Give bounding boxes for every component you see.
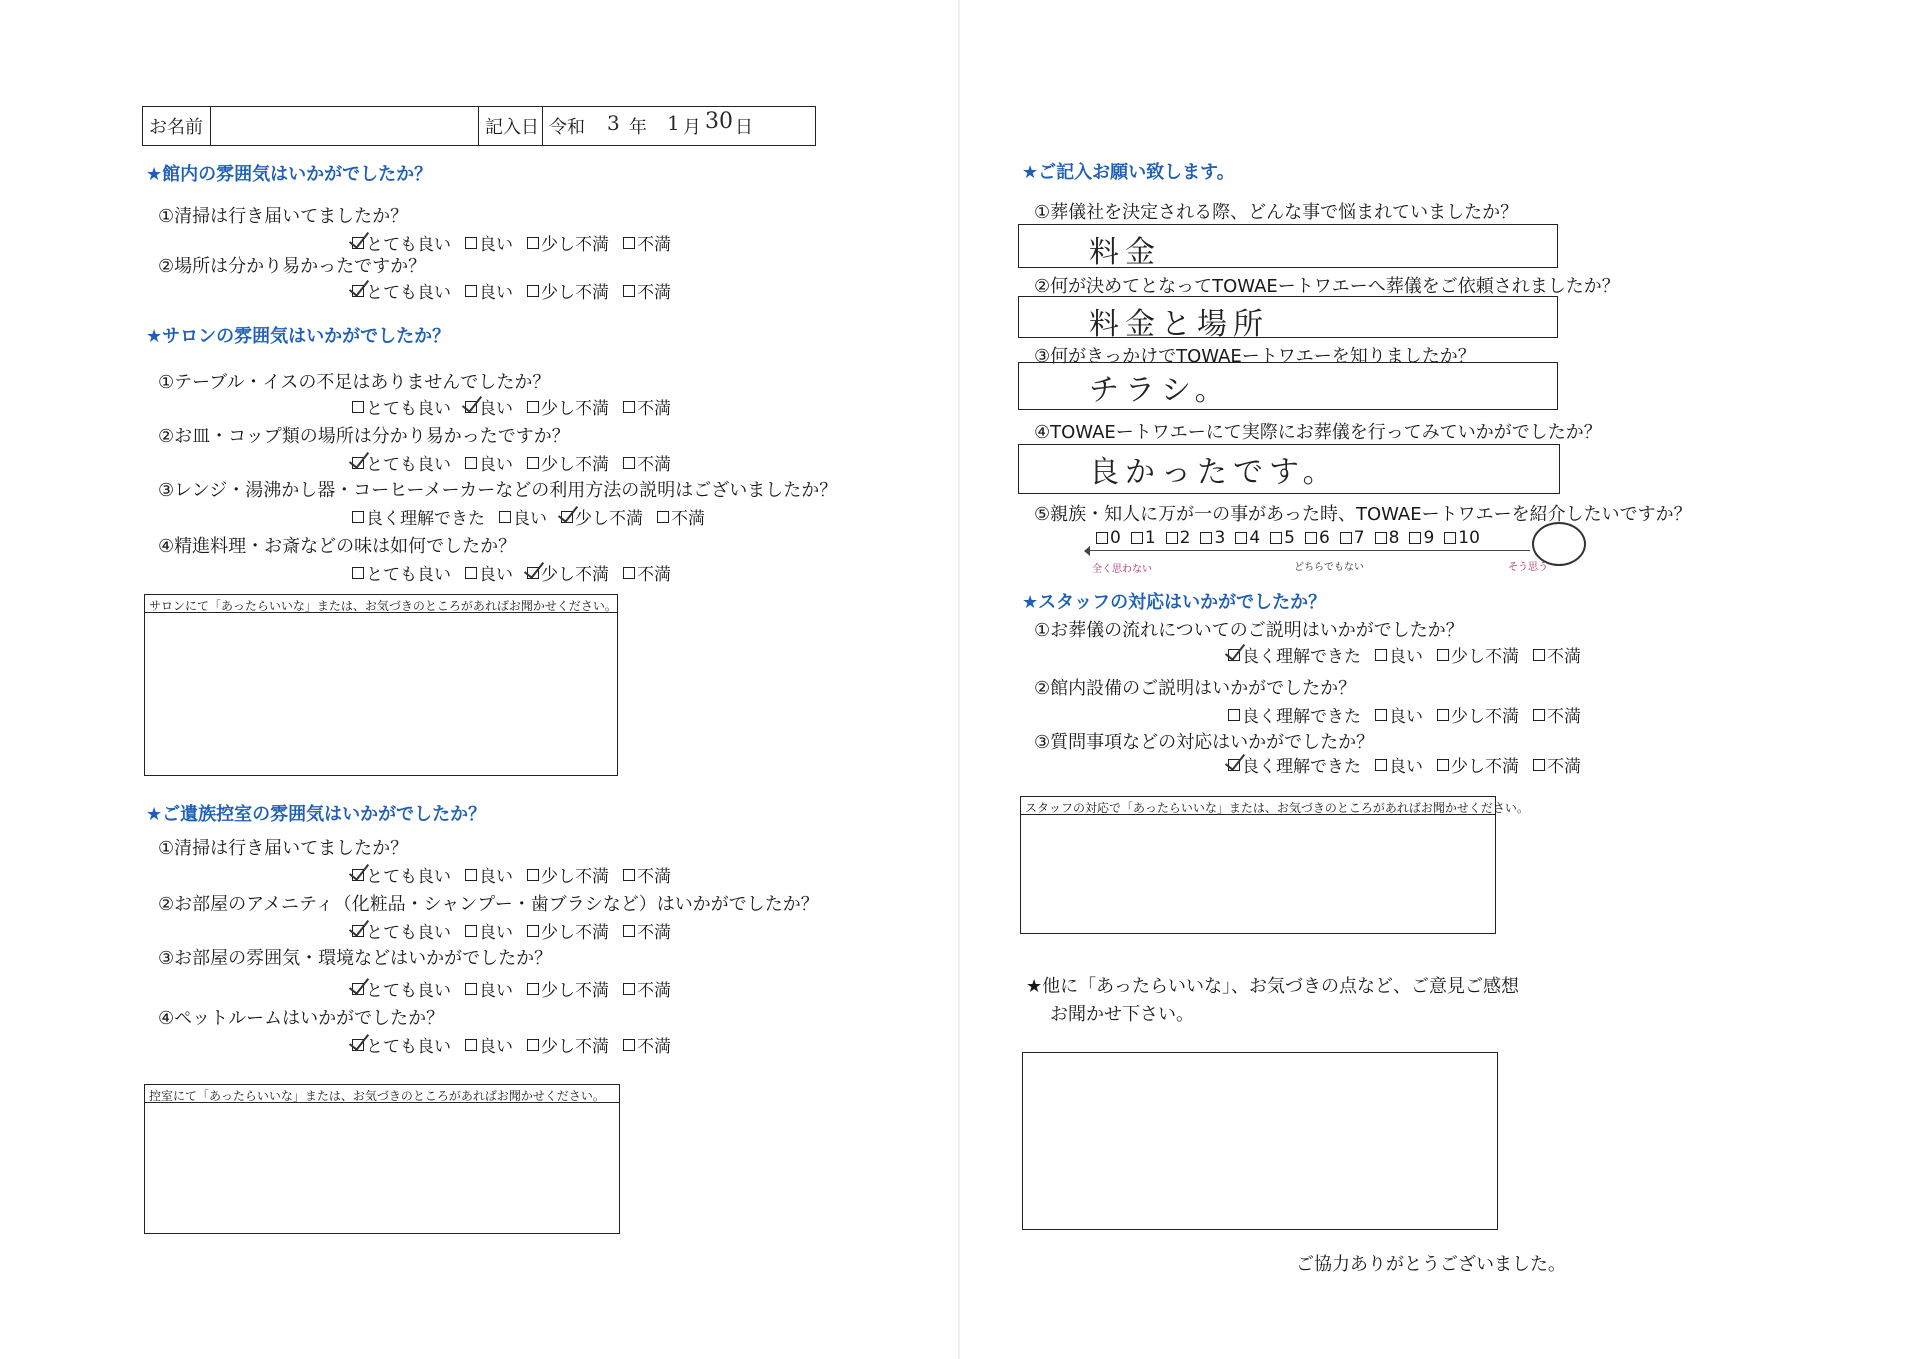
checkbox[interactable] <box>1409 532 1421 544</box>
checkbox[interactable] <box>623 1039 635 1051</box>
month-value: 1 <box>667 111 680 135</box>
checkbox[interactable] <box>1444 532 1456 544</box>
option[interactable]: 良い <box>1375 642 1423 667</box>
checkbox[interactable] <box>465 457 477 469</box>
section-title-staff: ★スタッフの対応はいかがでしたか？ <box>1022 592 1327 613</box>
scale-option[interactable]: 7 <box>1340 528 1365 548</box>
question-label: ③質問事項などの対応はいかがでしたか？ <box>1034 732 1375 753</box>
checkbox[interactable] <box>623 925 635 937</box>
checkbox[interactable] <box>527 237 539 249</box>
handwritten-answer: チラシ。 <box>1089 373 1231 408</box>
other-comment-box[interactable] <box>1022 1052 1498 1230</box>
recommend-scale <box>1096 528 1490 548</box>
scale-option[interactable]: 6 <box>1305 528 1330 548</box>
header-table <box>142 106 816 146</box>
checkbox[interactable] <box>1235 532 1247 544</box>
checkbox[interactable] <box>1305 532 1317 544</box>
question-label: ④ペットルームはいかがでしたか？ <box>158 1008 445 1029</box>
checkbox[interactable] <box>1533 709 1545 721</box>
checkbox[interactable] <box>527 457 539 469</box>
checkbox[interactable] <box>527 983 539 995</box>
checkbox[interactable] <box>1437 649 1449 661</box>
scale-option[interactable]: 2 <box>1166 528 1191 548</box>
checkbox[interactable] <box>1375 709 1387 721</box>
checkbox[interactable] <box>465 285 477 297</box>
checkbox[interactable] <box>623 401 635 413</box>
comment-caption: スタッフの対応で「あったらいいな」または、お気づきのところがあればお聞かせください。 <box>1021 797 1495 815</box>
comment-caption: サロンにて「あったらいいな」または、お気づきのところがあればお聞かせください。 <box>145 595 617 613</box>
checkbox-checked[interactable] <box>352 237 364 249</box>
checkbox[interactable] <box>1375 532 1387 544</box>
checkbox[interactable] <box>527 869 539 881</box>
scale-option[interactable]: 8 <box>1375 528 1400 548</box>
options-row <box>352 976 685 1001</box>
question-label: ②お部屋のアメニティ（化粧品・シャンプー・歯ブラシなど）はいかがでしたか？ <box>158 894 819 915</box>
option[interactable]: 良い <box>465 1032 513 1057</box>
handwritten-answer: 良かったです。 <box>1089 455 1339 490</box>
checkbox[interactable] <box>1340 532 1352 544</box>
checkbox[interactable] <box>623 567 635 579</box>
question-label: ②場所は分かり易かったですか？ <box>158 256 427 277</box>
option[interactable]: 良い <box>499 504 547 529</box>
option[interactable]: 良く理解できた <box>352 504 485 529</box>
scale-option[interactable]: 9 <box>1409 528 1434 548</box>
comment-caption: 控室にて「あったらいいな」または、お気づきのところがあればお聞かせください。 <box>145 1085 619 1103</box>
checkbox[interactable] <box>1096 532 1108 544</box>
option[interactable]: 良く理解できた <box>1228 752 1361 777</box>
checkbox-checked[interactable] <box>352 925 364 937</box>
options-row <box>352 560 685 585</box>
option[interactable]: 少し不満 <box>527 560 609 585</box>
option[interactable]: 不満 <box>1533 752 1581 777</box>
name-label: お名前 <box>143 107 211 145</box>
answer-field-3[interactable] <box>1018 362 1558 410</box>
option[interactable]: 良い <box>465 560 513 585</box>
question-label: ②お皿・コップ類の場所は分かり易かったですか？ <box>158 426 570 447</box>
handwritten-answer: 料金 <box>1089 235 1161 270</box>
option[interactable]: 少し不満 <box>1437 642 1519 667</box>
options-row <box>1228 702 1595 727</box>
checkbox[interactable] <box>1131 532 1143 544</box>
checkbox-checked[interactable] <box>1228 649 1240 661</box>
checkbox-checked[interactable] <box>352 285 364 297</box>
question-label: ②何が決めてとなってTOWAEートワエーへ葬儀をご依頼されましたか？ <box>1034 276 1620 297</box>
checkbox-checked[interactable] <box>352 869 364 881</box>
checkbox-checked[interactable] <box>527 567 539 579</box>
option[interactable]: とても良い <box>352 918 451 943</box>
option[interactable]: 不満 <box>623 394 671 419</box>
checkbox[interactable] <box>623 285 635 297</box>
options-row <box>352 1032 685 1057</box>
checkbox-checked[interactable] <box>465 401 477 413</box>
option[interactable]: 不満 <box>623 230 671 255</box>
checkbox[interactable] <box>352 401 364 413</box>
option[interactable]: 不満 <box>623 918 671 943</box>
scale-option-selected[interactable]: 10 <box>1444 528 1480 548</box>
section-title-hall: ★館内の雰囲気はいかがでしたか？ <box>146 164 433 185</box>
section-title-family-room: ★ご遺族控室の雰囲気はいかがでしたか？ <box>146 804 487 825</box>
checkbox[interactable] <box>527 1039 539 1051</box>
checkbox[interactable] <box>1228 709 1240 721</box>
option[interactable]: とても良い <box>352 976 451 1001</box>
options-row <box>352 504 719 529</box>
checkbox[interactable] <box>1375 649 1387 661</box>
question-label: ①清掃は行き届いてましたか？ <box>158 838 409 859</box>
option[interactable]: とても良い <box>352 450 451 475</box>
options-row <box>352 918 685 943</box>
option[interactable]: 少し不満 <box>527 1032 609 1057</box>
checkbox[interactable] <box>1166 532 1178 544</box>
answer-field-4[interactable] <box>1018 444 1560 494</box>
option[interactable]: とても良い <box>352 230 451 255</box>
checkbox[interactable] <box>465 983 477 995</box>
option[interactable]: 少し不満 <box>1437 702 1519 727</box>
option[interactable]: とても良い <box>352 278 451 303</box>
options-row <box>1228 642 1595 667</box>
option[interactable]: 不満 <box>623 976 671 1001</box>
option[interactable]: 少し不満 <box>527 450 609 475</box>
checkbox-checked[interactable] <box>1228 759 1240 771</box>
question-label: ③レンジ・湯沸かし器・コーヒーメーカーなどの利用方法の説明はございましたか？ <box>158 480 838 501</box>
option[interactable]: 不満 <box>1533 642 1581 667</box>
question-label: ①テーブル・イスの不足はありませんでしたか？ <box>158 372 551 393</box>
date-field[interactable] <box>543 107 815 145</box>
options-row <box>352 394 685 419</box>
checkbox[interactable] <box>623 237 635 249</box>
section-title-salon: ★サロンの雰囲気はいかがでしたか？ <box>146 326 451 347</box>
option[interactable]: 少し不満 <box>1437 752 1519 777</box>
checkbox[interactable] <box>465 237 477 249</box>
checkbox[interactable] <box>1437 759 1449 771</box>
section-title-request: ★ご記入お願い致します。 <box>1022 162 1235 183</box>
option[interactable]: 不満 <box>1533 702 1581 727</box>
option[interactable]: 少し不満 <box>527 394 609 419</box>
checkbox[interactable] <box>623 457 635 469</box>
option[interactable]: 良い <box>465 918 513 943</box>
checkbox[interactable] <box>499 511 511 523</box>
question-label: ①清掃は行き届いてましたか？ <box>158 206 409 227</box>
scale-option[interactable]: 3 <box>1200 528 1225 548</box>
checkbox[interactable] <box>527 285 539 297</box>
option[interactable]: 不満 <box>623 862 671 887</box>
checkbox-checked[interactable] <box>352 983 364 995</box>
checkbox-checked[interactable] <box>352 1039 364 1051</box>
checkbox[interactable] <box>527 925 539 937</box>
option[interactable]: とても良い <box>352 862 451 887</box>
question-label: ②館内設備のご説明はいかがでしたか？ <box>1034 678 1357 699</box>
handwritten-answer: 料金と場所 <box>1089 307 1269 342</box>
question-label: ④TOWAEートワエーにて実際にお葬儀を行ってみていかがでしたか？ <box>1034 422 1602 443</box>
option[interactable]: 不満 <box>623 1032 671 1057</box>
scale-arrow <box>1090 550 1530 551</box>
options-row <box>1228 752 1595 777</box>
scale-option[interactable]: 1 <box>1131 528 1156 548</box>
option[interactable]: 少し不満 <box>527 976 609 1001</box>
checkbox[interactable] <box>352 511 364 523</box>
scale-option[interactable]: 4 <box>1235 528 1260 548</box>
checkbox[interactable] <box>623 983 635 995</box>
option[interactable]: 少し不満 <box>561 504 643 529</box>
checkbox[interactable] <box>657 511 669 523</box>
question-label: ①葬儀社を決定される際、どんな事で悩まれていましたか？ <box>1034 202 1519 223</box>
checkbox[interactable] <box>465 869 477 881</box>
scale-mid-label: どちらでもない <box>1294 562 1364 573</box>
question-label: ⑤親族・知人に万が一の事があった時、TOWAEートワエーを紹介したいですか？ <box>1034 504 1692 525</box>
option[interactable]: 少し不満 <box>527 918 609 943</box>
checkbox[interactable] <box>465 925 477 937</box>
option[interactable]: 不満 <box>623 278 671 303</box>
year-label: 年 <box>629 117 647 138</box>
question-label: ④精進料理・お斎などの味は如何でしたか？ <box>158 536 517 557</box>
checkbox[interactable] <box>1270 532 1282 544</box>
option[interactable]: 不満 <box>623 450 671 475</box>
checkbox[interactable] <box>1375 759 1387 771</box>
answer-field-2[interactable] <box>1018 296 1558 342</box>
staff-comment-box[interactable] <box>1020 796 1529 934</box>
name-field[interactable] <box>211 107 479 145</box>
answer-field-1[interactable] <box>1018 224 1558 268</box>
question-label: ③何がきっかけでTOWAEートワエーを知りましたか？ <box>1034 346 1476 367</box>
option[interactable]: 良く理解できた <box>1228 702 1361 727</box>
month-label: 月 <box>683 117 701 138</box>
thanks-text: ご協力ありがとうございました。 <box>1296 1254 1566 1275</box>
checkbox[interactable] <box>1533 759 1545 771</box>
checkbox-checked[interactable] <box>352 457 364 469</box>
checkbox[interactable] <box>623 869 635 881</box>
option[interactable]: 少し不満 <box>527 278 609 303</box>
checkbox[interactable] <box>352 567 364 579</box>
day-label: 日 <box>735 117 753 138</box>
options-row <box>352 278 685 303</box>
question-label: ①お葬儀の流れについてのご説明はいかがでしたか？ <box>1034 620 1464 641</box>
option[interactable]: 良い <box>465 230 513 255</box>
options-row <box>352 450 685 475</box>
checkbox[interactable] <box>1533 649 1545 661</box>
day-value: 30 <box>705 109 733 134</box>
option[interactable]: 良い <box>465 976 513 1001</box>
option[interactable]: 不満 <box>657 504 705 529</box>
option[interactable]: 良い <box>465 278 513 303</box>
option[interactable]: とても良い <box>352 394 451 419</box>
scale-option[interactable]: 5 <box>1270 528 1295 548</box>
option[interactable]: 良い <box>465 450 513 475</box>
salon-comment-box[interactable] <box>144 594 618 776</box>
option[interactable]: 少し不満 <box>527 230 609 255</box>
option[interactable]: 良い <box>465 862 513 887</box>
option[interactable]: 良い <box>1375 702 1423 727</box>
date-label: 記入日 <box>479 107 543 145</box>
year-value: 3 <box>607 111 620 135</box>
scale-option[interactable]: 0 <box>1096 528 1121 548</box>
question-label: ③お部屋の雰囲気・環境などはいかがでしたか？ <box>158 948 553 969</box>
checkbox[interactable] <box>1200 532 1212 544</box>
checkbox[interactable] <box>465 567 477 579</box>
page-fold <box>958 0 960 1359</box>
option[interactable]: とても良い <box>352 1032 451 1057</box>
other-comments-line1: ★他に「あったらいいな」、お気づきの点など、ご意見ご感想 <box>1026 976 1519 997</box>
option[interactable]: 良く理解できた <box>1228 642 1361 667</box>
option[interactable]: 良い <box>1375 752 1423 777</box>
options-row <box>352 862 685 887</box>
scale-low-label: 全く思わない <box>1092 564 1152 575</box>
family-room-comment-box[interactable] <box>144 1084 620 1234</box>
checkbox[interactable] <box>465 1039 477 1051</box>
checkbox[interactable] <box>527 401 539 413</box>
option[interactable]: 良い <box>465 394 513 419</box>
option[interactable]: 不満 <box>623 560 671 585</box>
scale-high-label: そう思う <box>1508 562 1548 573</box>
era: 令和 <box>549 117 585 138</box>
option[interactable]: 少し不満 <box>527 862 609 887</box>
checkbox-checked[interactable] <box>561 511 573 523</box>
other-comments-line2: お聞かせ下さい。 <box>1050 1004 1194 1025</box>
option[interactable]: とても良い <box>352 560 451 585</box>
checkbox[interactable] <box>1437 709 1449 721</box>
